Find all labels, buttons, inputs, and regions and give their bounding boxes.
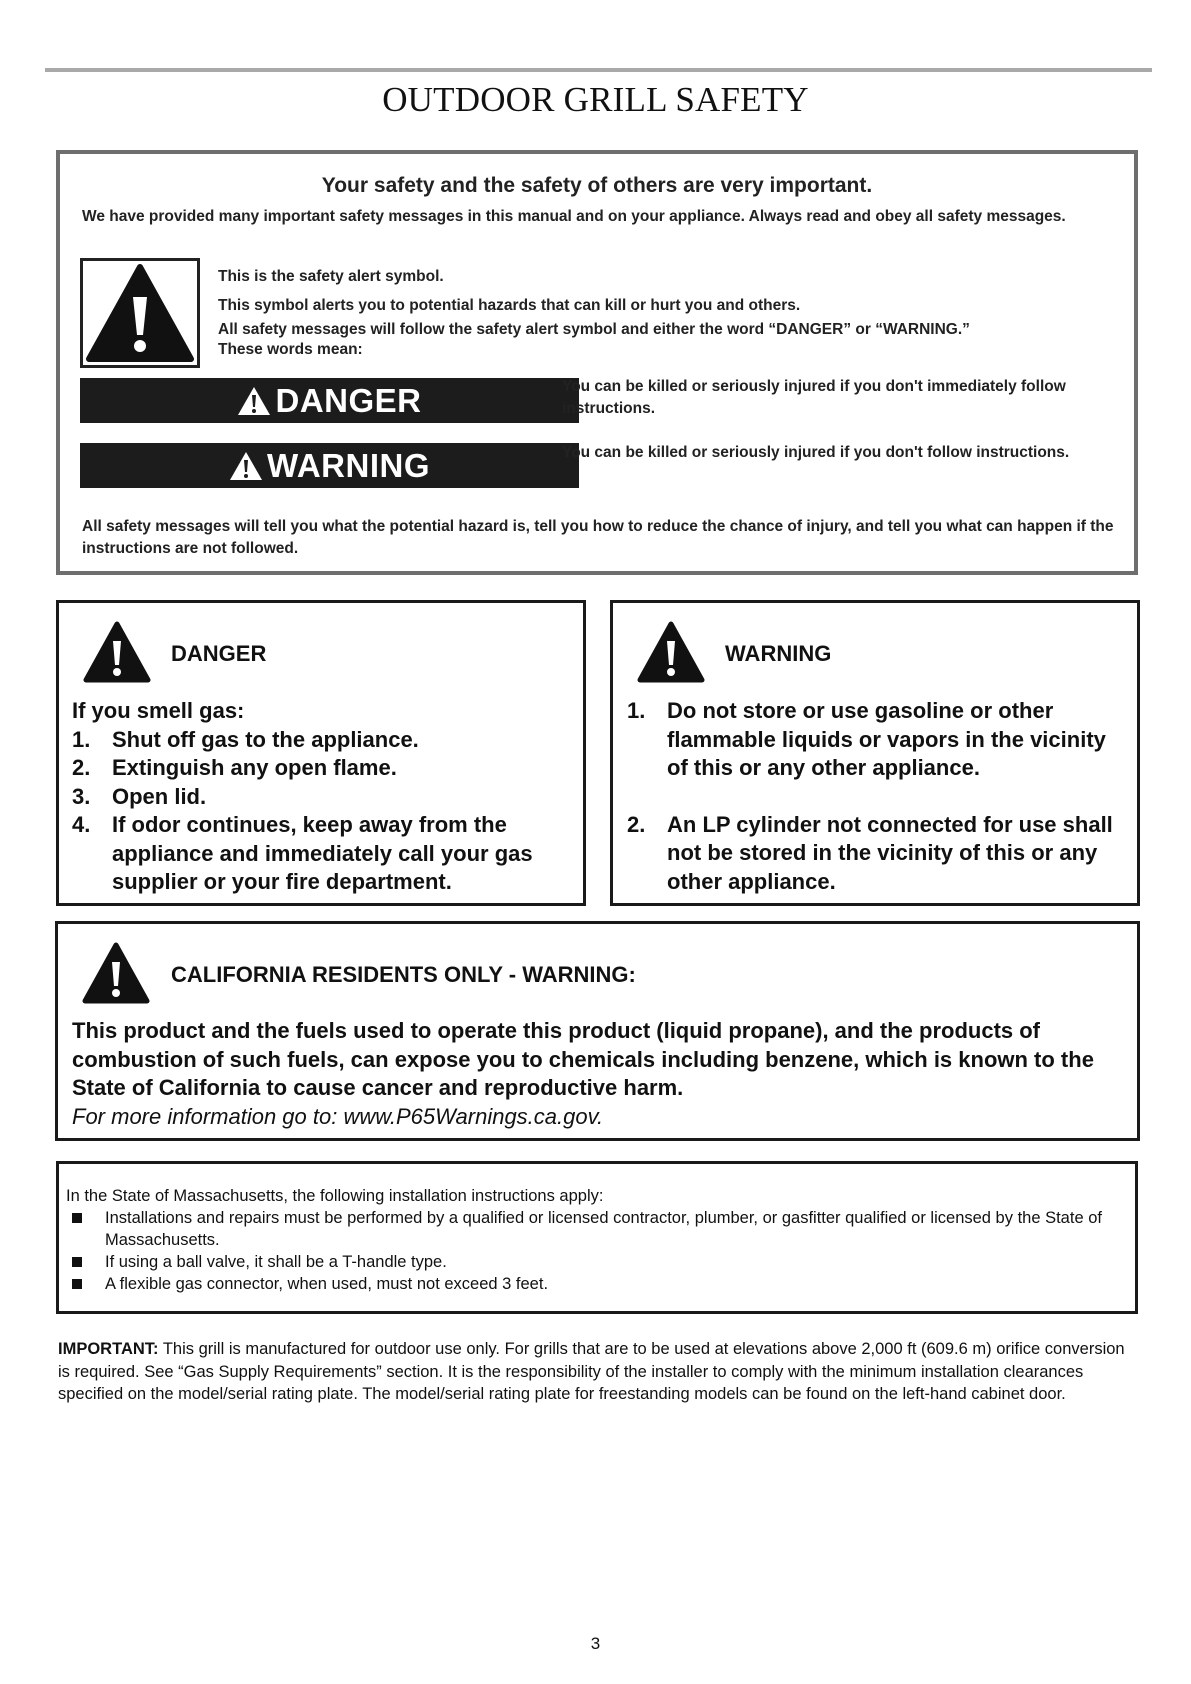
danger-banner <box>80 378 579 423</box>
symbol-explanation <box>218 262 1098 360</box>
important-label: IMPORTANT: <box>58 1340 159 1358</box>
alert-triangle-icon <box>237 386 271 416</box>
california-title: CALIFORNIA RESIDENTS ONLY - WARNING: <box>171 962 636 987</box>
california-warning-box <box>55 921 1140 1141</box>
california-body: This product and the fuels used to operate this product (liquid propane), and the products of combustion of such fuels, can expose you to chemicals including benzene, which is known to the State of California to cause cancer and reproductive harm. <box>72 1018 1094 1100</box>
list-item: 1. Shut off gas to the appliance. <box>72 726 419 752</box>
warning-box-title: WARNING <box>725 641 832 666</box>
important-note <box>58 1338 1138 1406</box>
important-text: This grill is manufactured for outdoor use only. For grills that are to be used at elevations above 2,000 ft (609.6 m) orifice conversion is required. See “Gas Supply Requirements” section. It is the responsibility of the installer to comply with the minimum installation clearances specified on the model/serial rating plate. The model/serial rating plate for freestanding models can be found on the left-hand cabinet door. <box>58 1340 1125 1403</box>
intro-heading: Your safety and the safety of others are very important. <box>321 174 873 197</box>
symbol-line: This is the safety alert symbol. <box>218 268 444 285</box>
list-item: 3. Open lid. <box>72 783 207 809</box>
warning-instructions <box>627 697 1127 896</box>
warning-banner-label: WARNING <box>267 446 430 484</box>
intro-paragraph: We have provided many important safety messages in this manual and on your appliance. Always read and obey all safety messages. <box>82 208 1066 225</box>
alert-triangle-icon <box>82 942 150 1004</box>
intro-footer: All safety messages will tell you what the potential hazard is, tell you how to reduce the chance of injury, and tell you what can happen if the instructions are not followed. <box>82 518 1114 557</box>
safety-alert-symbol <box>80 258 200 368</box>
list-item: A flexible gas connector, when used, must not exceed 3 feet. <box>66 1273 1131 1295</box>
warning-box <box>610 600 1140 906</box>
california-more-info: For more information go to: www.P65Warnings.ca.gov. <box>72 1104 604 1129</box>
page-number: 3 <box>590 1634 601 1653</box>
massachusetts-content <box>66 1185 1131 1295</box>
bullet-square-icon <box>72 1213 82 1223</box>
danger-description: You can be killed or seriously injured if you don't immediately follow instructions. <box>562 378 1066 417</box>
list-item: 2. An LP cylinder not connected for use shall not be stored in the vicinity of this or any other appliance. <box>627 811 1113 894</box>
bullet-square-icon <box>72 1279 82 1289</box>
danger-lead: If you smell gas: <box>72 698 245 723</box>
bullet-square-icon <box>72 1257 82 1267</box>
symbol-line: These words mean: <box>218 341 363 358</box>
list-item: If using a ball valve, it shall be a T-handle type. <box>66 1251 1131 1273</box>
danger-banner-label: DANGER <box>275 381 422 419</box>
danger-instructions <box>72 697 572 897</box>
top-rule <box>45 68 1152 72</box>
symbol-line: All safety messages will follow the safety alert symbol and either the word “DANGER” or “WARNING.” <box>218 321 970 338</box>
warning-banner <box>80 443 579 488</box>
page-title: OUTDOOR GRILL SAFETY <box>382 80 809 119</box>
list-item: Installations and repairs must be performed by a qualified or licensed contractor, plumber, or gasfitter qualified or licensed by the State of Massachusetts. <box>66 1207 1131 1251</box>
alert-triangle-icon <box>229 451 263 481</box>
list-item: 2. Extinguish any open flame. <box>72 755 397 780</box>
danger-box <box>56 600 586 906</box>
alert-triangle-icon <box>83 261 197 365</box>
massachusetts-intro: In the State of Massachusetts, the following installation instructions apply: <box>66 1187 604 1205</box>
safety-intro-box <box>56 150 1138 575</box>
warning-description: You can be killed or seriously injured if you don't follow instructions. <box>562 444 1070 461</box>
danger-box-title: DANGER <box>171 641 267 666</box>
alert-triangle-icon <box>83 621 151 683</box>
massachusetts-box <box>56 1161 1138 1314</box>
alert-triangle-icon <box>637 621 705 683</box>
list-item: 1. Do not store or use gasoline or other flammable liquids or vapors in the vicinity of this or any other appliance. <box>627 698 1106 780</box>
list-item: 4. If odor continues, keep away from the appliance and immediately call your gas supplier or your fire department. <box>72 812 533 894</box>
symbol-line: This symbol alerts you to potential hazards that can kill or hurt you and others. <box>218 297 801 314</box>
